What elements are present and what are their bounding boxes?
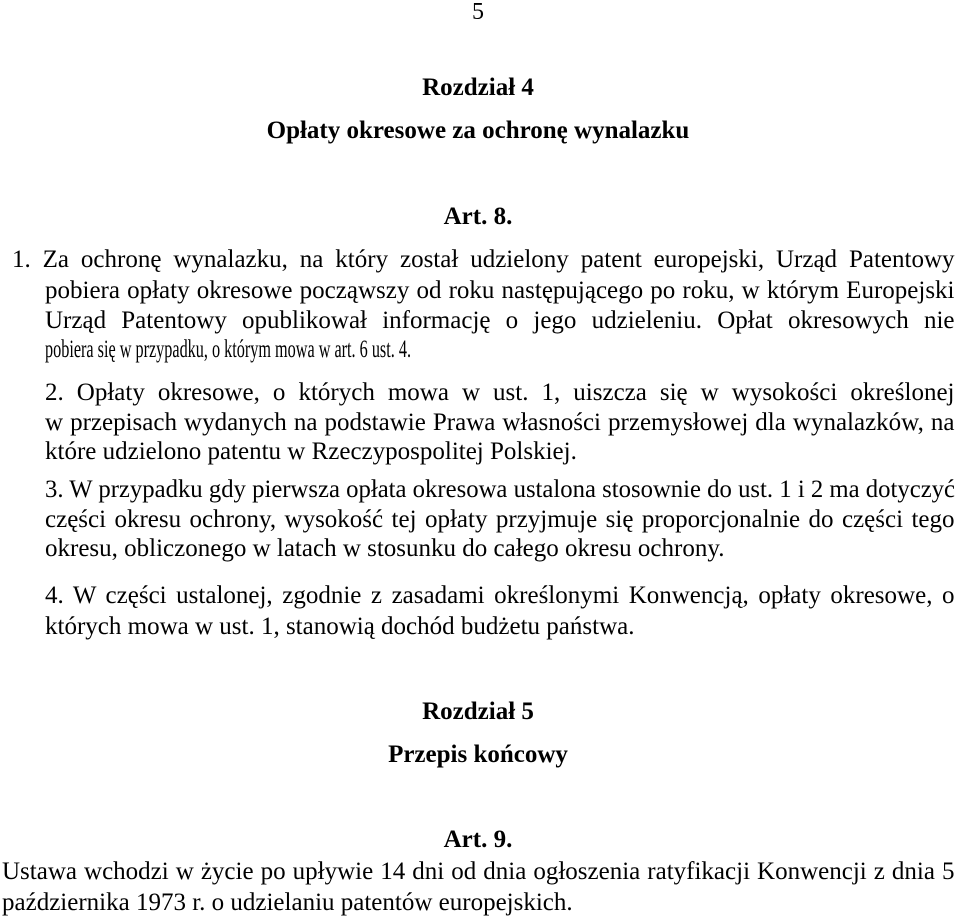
paragraph-line xyxy=(45,306,955,336)
paragraph-line xyxy=(2,857,955,887)
paragraph-line xyxy=(45,612,641,642)
paragraph-line-text: Urząd Patentowy opublikował informację o jego udzieleniu. Opłat okresowych nie xyxy=(45,307,955,334)
paragraph-line xyxy=(45,505,955,535)
paragraph-line xyxy=(2,888,582,918)
paragraph-line-text: Ustawa wchodzi w życie po upływie 14 dni od dnia ogłoszenia ratyfikacji Konwencji z dnia 5 xyxy=(2,858,955,885)
article-heading: Art. 8. xyxy=(443,203,513,230)
paragraph-line-text: których mowa w ust. 1, stanowią dochód budżetu państwa. xyxy=(45,613,635,640)
paragraph-line xyxy=(12,245,955,275)
chapter-heading: Rozdział 4 xyxy=(422,74,534,101)
paragraph-line xyxy=(45,408,955,438)
article-heading: Art. 9. xyxy=(443,826,513,853)
paragraph-line-text: które udzielono patentu w Rzeczypospolitej Polskiej. xyxy=(45,438,577,465)
chapter-title: Opłaty okresowe za ochronę wynalazku xyxy=(266,117,690,144)
paragraph-line xyxy=(45,378,955,408)
paragraph-line-text: 1. Za ochronę wynalazku, na który został udzielony patent europejski, Urząd Patentowy xyxy=(12,246,955,273)
paragraph-line xyxy=(45,437,585,467)
paragraph-line xyxy=(45,475,955,505)
chapter-title: Przepis końcowy xyxy=(388,741,568,768)
paragraph-line-text: 4. W części ustalonej, zgodnie z zasadami określonymi Konwencją, opłaty okresowe, o xyxy=(45,582,955,609)
paragraph-line xyxy=(45,534,761,564)
page-number: 5 xyxy=(472,0,484,24)
paragraph-line-text: 3. W przypadku gdy pierwsza opłata okresowa ustalona stosownie do ust. 1 i 2 ma dotyczyć xyxy=(45,476,955,503)
chapter-heading: Rozdział 5 xyxy=(422,698,534,725)
paragraph-line xyxy=(45,581,955,611)
paragraph-line xyxy=(45,335,411,365)
paragraph-line xyxy=(45,276,955,306)
paragraph-line-text: części okresu ochrony, wysokość tej opłaty przyjmuje się proporcjonalnie do części tego xyxy=(45,506,955,533)
paragraph-line-text: pobiera się w przypadku, o którym mowa w art. 6 ust. 4. xyxy=(45,336,411,363)
paragraph-line-text: 2. Opłaty okresowe, o których mowa w ust. 1, uiszcza się w wysokości określonej xyxy=(45,379,955,406)
paragraph-line-text: okresu, obliczonego w latach w stosunku do całego okresu ochrony. xyxy=(45,535,725,562)
paragraph-line-text: w przepisach wydanych na podstawie Prawa własności przemysłowej dla wynalazków, na xyxy=(45,409,955,436)
paragraph-line-text: pobiera opłaty okresowe począwszy od roku następującego po roku, w którym Europejski xyxy=(45,277,955,304)
paragraph-line-text: października 1973 r. o udzielaniu patentów europejskich. xyxy=(2,889,573,916)
